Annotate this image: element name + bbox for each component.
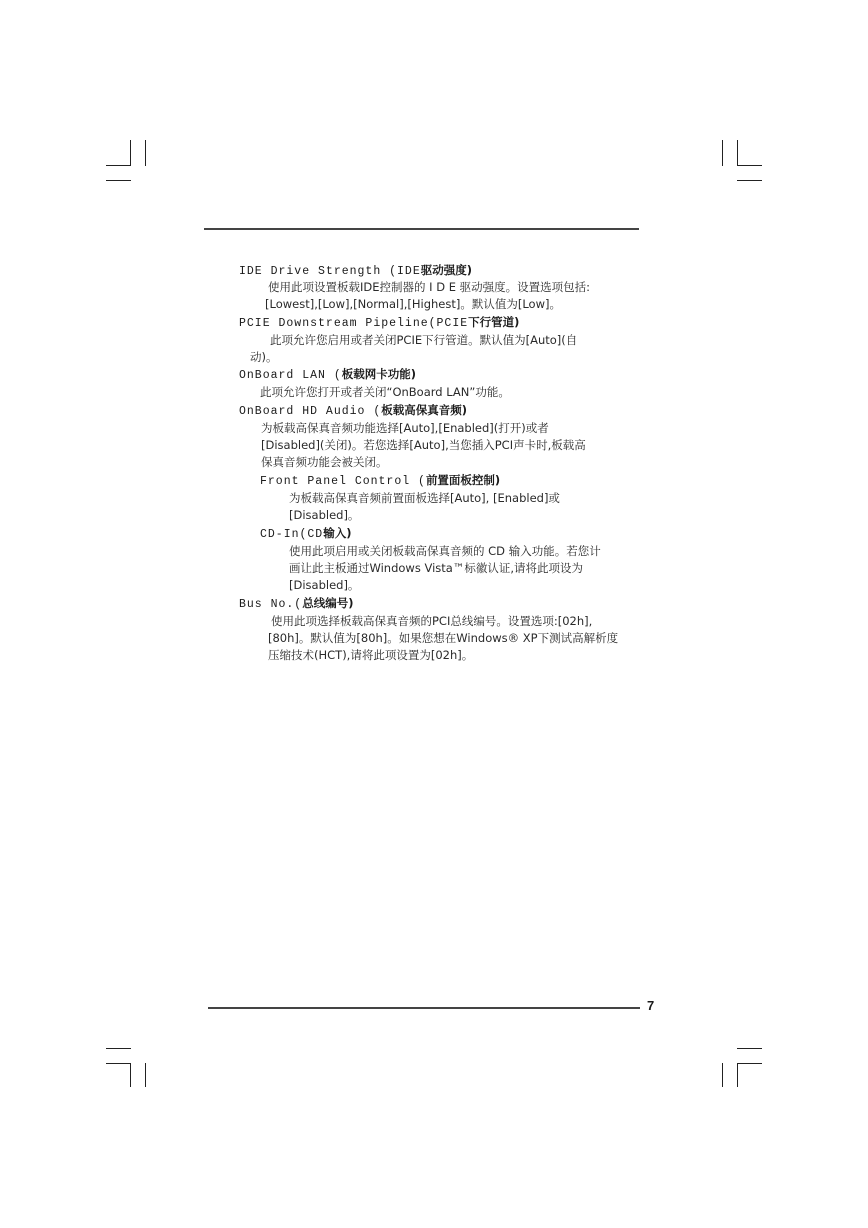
section-heading-bus — [239, 595, 353, 613]
heading-en: OnBoard HD Audio ( — [239, 405, 382, 418]
paragraph-line: 保真音频功能会被关闭。 — [261, 455, 388, 469]
heading-en: Front Panel Control ( — [260, 475, 426, 488]
heading-en: CD-In(CD — [260, 528, 324, 541]
crop-mark — [145, 140, 146, 166]
crop-mark — [737, 1063, 738, 1087]
paragraph-line: 画让此主板通过Windows Vista™标徽认证,请将此项设为 — [289, 561, 584, 575]
header-rule — [204, 228, 639, 230]
section-heading-audio — [239, 402, 467, 420]
crop-mark — [722, 140, 723, 166]
heading-cn: 板载高保真音频) — [381, 403, 467, 417]
heading-cn: 前置面板控制) — [425, 473, 501, 487]
crop-mark — [106, 165, 131, 166]
heading-cn: 总线编号) — [302, 596, 354, 610]
crop-mark — [106, 1048, 131, 1049]
page-number: 7 — [647, 998, 655, 1013]
crop-mark — [737, 140, 738, 166]
paragraph-line: 为板载高保真音频前置面板选择[Auto], [Enabled]或 — [289, 491, 560, 505]
heading-en: PCIE Downstream Pipeline(PCIE — [239, 317, 469, 330]
section-heading-cd-in — [260, 525, 351, 543]
heading-cn: 输入) — [323, 526, 352, 540]
crop-mark — [737, 165, 762, 166]
paragraph-line: 使用此项设置板载IDE控制器的 I D E 驱动强度。设置选项包括: — [268, 280, 591, 294]
section-heading-front-panel — [260, 472, 500, 490]
paragraph-line: [Lowest],[Low],[Normal],[Highest]。默认值为[Low]。 — [265, 297, 561, 311]
paragraph-line: 使用此项选择板载高保真音频的PCI总线编号。设置选项:[02h], — [271, 614, 593, 628]
footer-rule — [208, 1007, 640, 1009]
crop-mark — [145, 1063, 146, 1087]
crop-mark — [737, 1048, 762, 1049]
heading-cn: 下行管道) — [468, 315, 520, 329]
crop-mark — [106, 180, 131, 181]
paragraph-line: 压缩技术(HCT),请将此项设置为[02h]。 — [268, 648, 474, 662]
section-heading-lan — [239, 366, 416, 384]
heading-cn: 板载网卡功能) — [341, 367, 416, 381]
heading-en: OnBoard LAN ( — [239, 369, 342, 382]
paragraph-line: 此项允许您启用或者关闭PCIE下行管道。默认值为[Auto](自 — [270, 333, 578, 347]
heading-en: IDE Drive Strength (IDE — [239, 265, 421, 278]
section-heading-ide — [239, 262, 472, 280]
heading-cn: 驱动强度) — [420, 263, 472, 277]
crop-mark — [106, 1063, 131, 1064]
paragraph-line: 此项允许您打开或者关闭“OnBoard LAN”功能。 — [260, 385, 510, 399]
section-heading-pcie — [239, 314, 519, 332]
paragraph-line: [Disabled]。 — [289, 578, 360, 592]
paragraph-line: [80h]。默认值为[80h]。如果您想在Windows® XP下测试高解析度 — [268, 631, 619, 645]
crop-mark — [130, 140, 131, 166]
crop-mark — [130, 1063, 131, 1087]
crop-mark — [722, 1063, 723, 1087]
heading-en: Bus No.( — [239, 598, 303, 611]
paragraph-line: 使用此项启用或关闭板载高保真音频的 CD 输入功能。若您计 — [289, 544, 601, 558]
paragraph-line: 为板载高保真音频功能选择[Auto],[Enabled](打开)或者 — [261, 421, 549, 435]
paragraph-line: [Disabled](关闭)。若您选择[Auto],当您插入PCI声卡时,板载高 — [261, 438, 586, 452]
paragraph-line: [Disabled]。 — [289, 508, 360, 522]
paragraph-line: 动)。 — [250, 350, 278, 364]
crop-mark — [737, 180, 762, 181]
crop-mark — [737, 1063, 762, 1064]
